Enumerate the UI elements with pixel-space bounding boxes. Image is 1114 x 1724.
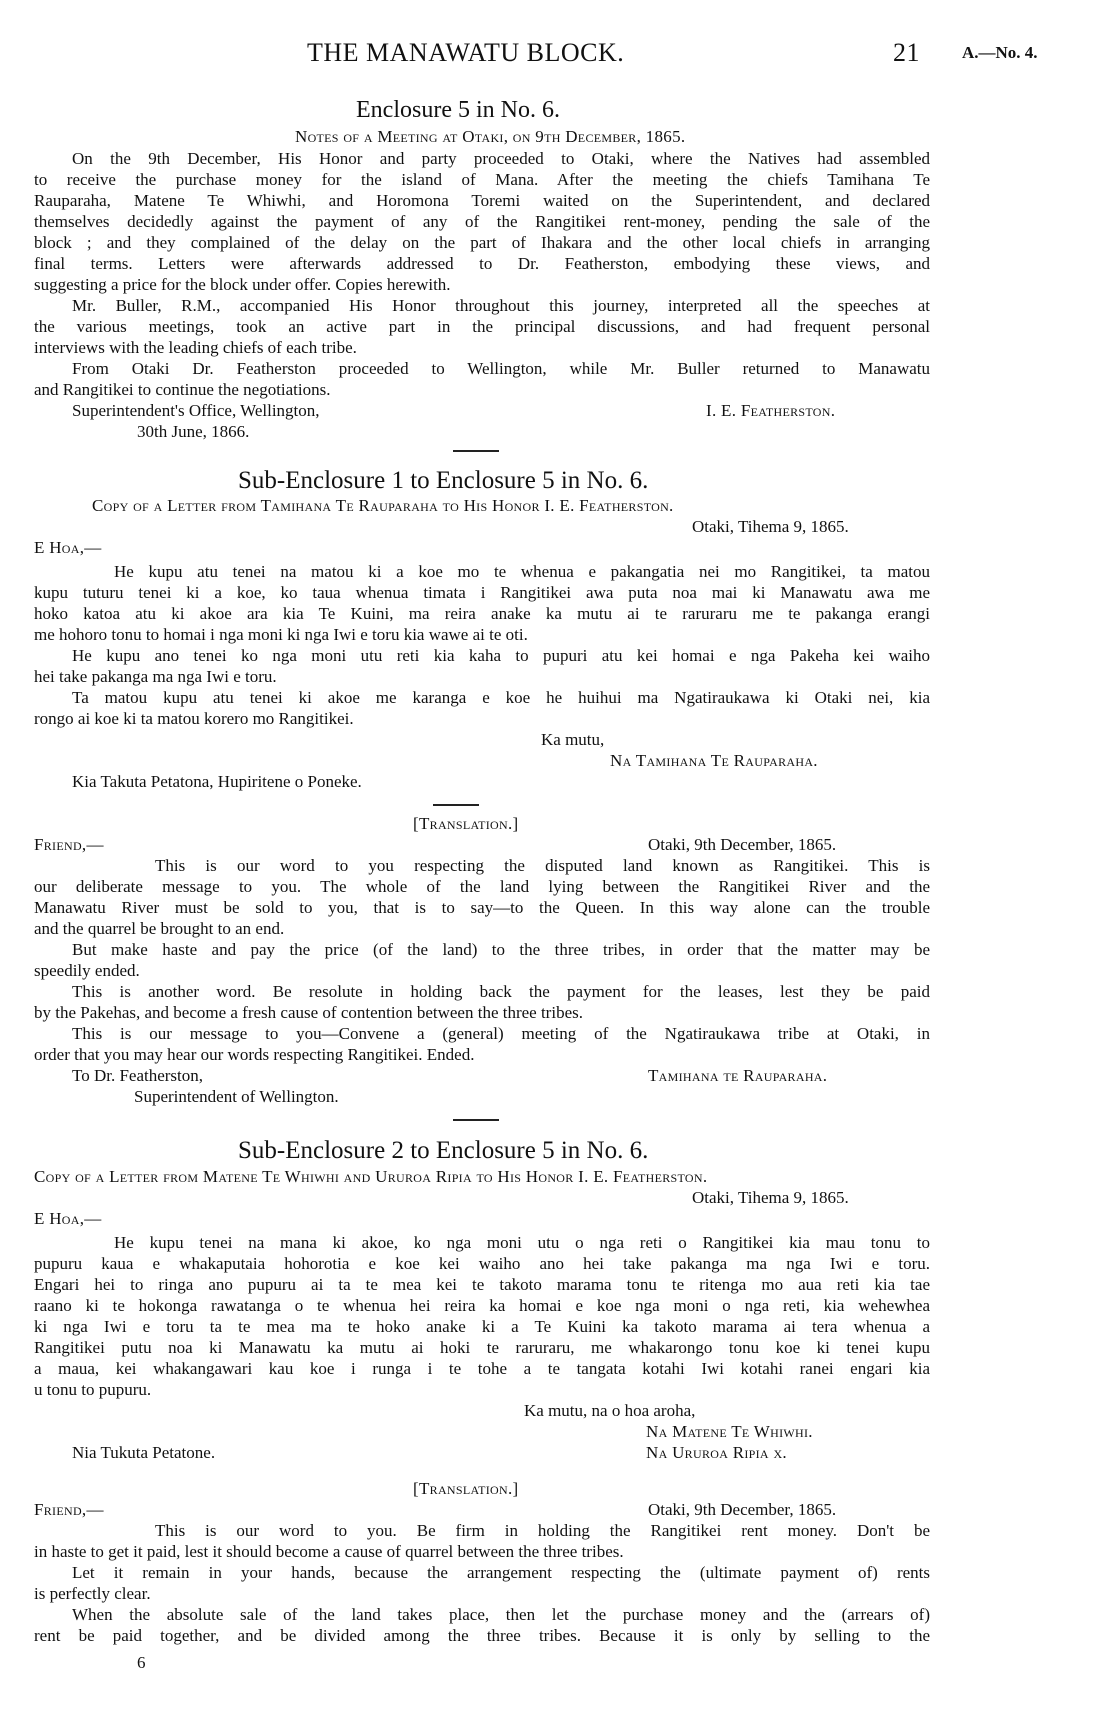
letter-recipient: To Dr. Featherston, <box>72 1066 204 1085</box>
dateline: 30th June, 1866. <box>137 422 250 441</box>
letter-signer: Na Ururoa Ripia x. <box>646 1443 787 1462</box>
section-divider <box>453 450 499 452</box>
para-line: When the absolute sale of the land takes place, then let the purchase money and the (arrears of) <box>72 1605 930 1624</box>
para-line: is perfectly clear. <box>34 1584 151 1603</box>
running-title: THE MANAWATU BLOCK. <box>307 38 625 67</box>
sub-enclosure-subheading: Copy of a Letter from Matene Te Whiwhi and Ururoa Ripia to His Honor I. E. Featherston. <box>34 1167 708 1186</box>
salutation: E Hoa,— <box>34 538 102 557</box>
para-line: in haste to get it paid, lest it should become a cause of quarrel between the three tribes. <box>34 1542 624 1561</box>
section-divider <box>433 804 479 806</box>
salutation: E Hoa,— <box>34 1209 102 1228</box>
para-line: pupuru kaua e whakaputaia hohorotia e koe kei waiho ano hei take pakanga ma nga Iwi e toru. <box>34 1254 930 1273</box>
para-line: ki nga Iwi e toru ta te mea ma te hoko anake ki a Te Kuini ka takoto marama ai tera whenua a <box>34 1317 930 1336</box>
salutation: Friend,— <box>34 1500 104 1519</box>
letter-place-date: Otaki, Tihema 9, 1865. <box>692 1188 849 1207</box>
sub-enclosure-subheading: Copy of a Letter from Tamihana Te Rauparaha to His Honor I. E. Featherston. <box>92 496 674 515</box>
para-line: suggesting a price for the block under offer. Copies herewith. <box>34 275 451 294</box>
letter-closing: Ka mutu, <box>541 730 605 749</box>
page-number: 21 <box>893 38 920 67</box>
para-line: He kupu ano tenei ko nga moni utu reti kia kaha to pupuri atu kei homai e nga Pakeha kei waiho <box>72 646 930 665</box>
para-line: rent be paid together, and be divided among the three tribes. Because it is only by selling to the <box>34 1626 930 1645</box>
para-line: our deliberate message to you. The whole of the land lying between the Rangitikei River and the <box>34 877 930 896</box>
salutation: Friend,— <box>34 835 104 854</box>
para-line: Let it remain in your hands, because the arrangement respecting the (ultimate payment of) rents <box>72 1563 930 1582</box>
para-line: kupu tuturu tenei ki a koe, ko taua whenua timata i Rangitikei awa puta noa mai ki Manawatu awa me <box>34 583 930 602</box>
para-line: interviews with the leading chiefs of each tribe. <box>34 338 357 357</box>
letter-signer: Na Matene Te Whiwhi. <box>646 1422 813 1441</box>
para-line: me hohoro tonu to homai i nga moni ki nga Iwi e toru kia wawe ai te oti. <box>34 625 528 644</box>
letter-addressee: Kia Takuta Petatona, Hupiritene o Poneke. <box>72 772 362 791</box>
translation-label: [Translation.] <box>413 814 519 833</box>
letter-closing: Ka mutu, na o hoa aroha, <box>524 1401 696 1420</box>
para-line: and Rangitikei to continue the negotiations. <box>34 380 331 399</box>
para-line: speedily ended. <box>34 961 140 980</box>
para-line: block ; and they complained of the delay on the part of Ihakara and the other local chiefs in arranging <box>34 233 930 252</box>
para-line: Ta matou kupu atu tenei ki akoe me karanga e koe he huihui ma Ngatiraukawa ki Otaki nei, kia <box>72 688 930 707</box>
para-line: He kupu atu tenei na matou ki a koe mo te whenua e pakangatia nei mo Rangitikei, ta matou <box>114 562 930 581</box>
letter-place-date: Otaki, 9th December, 1865. <box>648 1500 837 1519</box>
letter-signer: Na Tamihana Te Rauparaha. <box>610 751 818 770</box>
para-line: raano ki te hokonga rawatanga o te whenua hei reira ka homai e koe nga moni o nga reti, kia wehewhea <box>34 1296 930 1315</box>
para-line: Manawatu River must be sold to you, that is to say—to the Queen. In this way alone can the trouble <box>34 898 930 917</box>
signature: I. E. Featherston. <box>706 401 836 420</box>
para-line: order that you may hear our words respecting Rangitikei. Ended. <box>34 1045 475 1064</box>
office-address: Superintendent's Office, Wellington, <box>72 401 320 420</box>
sub-enclosure-heading: Sub-Enclosure 2 to Enclosure 5 in No. 6. <box>238 1137 649 1164</box>
para-line: This is another word. Be resolute in holding back the payment for the leases, lest they be paid <box>72 982 930 1001</box>
para-line: the various meetings, took an active part in the principal discussions, and had frequent personal <box>34 317 930 336</box>
letter-signer: Tamihana te Rauparaha. <box>648 1066 828 1085</box>
section-divider <box>453 1119 499 1121</box>
series-number: A.—No. 4. <box>962 43 1038 62</box>
para-line: rongo ai koe ki ta matou korero mo Rangitikei. <box>34 709 354 728</box>
enclosure-subheading: Notes of a Meeting at Otaki, on 9th December, 1865. <box>295 127 686 146</box>
para-line: But make haste and pay the price (of the land) to the three tribes, in order that the matter may be <box>72 940 930 959</box>
para-line: From Otaki Dr. Featherston proceeded to Wellington, while Mr. Buller returned to Manawatu <box>72 359 930 378</box>
para-line: hei take pakanga ma nga Iwi e toru. <box>34 667 277 686</box>
letter-place-date: Otaki, 9th December, 1865. <box>648 835 837 854</box>
para-line: This is our word to you respecting the disputed land known as Rangitikei. This is <box>155 856 930 875</box>
letter-addressee: Nia Tukuta Petatone. <box>72 1443 216 1462</box>
para-line: Rangitikei putu noa ki Manawatu ka mutu ai hoki te raruraru, me whakarongo tonu koe ki tenei kupu <box>34 1338 930 1357</box>
para-line: and the quarrel be brought to an end. <box>34 919 285 938</box>
para-line: themselves decidedly against the payment of any of the Rangitikei rent-money, pending the sale of the <box>34 212 930 231</box>
enclosure-heading: Enclosure 5 in No. 6. <box>356 97 560 123</box>
para-line: He kupu tenei na mana ki akoe, ko nga moni utu o nga reti o Rangitikei kia mau tonu to <box>114 1233 930 1252</box>
letter-recipient-title: Superintendent of Wellington. <box>134 1087 339 1106</box>
para-line: u tonu to pupuru. <box>34 1380 152 1399</box>
para-line: Rauparaha, Matene Te Whiwhi, and Horomona Toremi waited on the Superintendent, and declared <box>34 191 930 210</box>
sub-enclosure-heading: Sub-Enclosure 1 to Enclosure 5 in No. 6. <box>238 467 649 494</box>
para-line: This is our word to you. Be firm in holding the Rangitikei rent money. Don't be <box>155 1521 930 1540</box>
signature-mark: 6 <box>137 1653 146 1672</box>
para-line: On the 9th December, His Honor and party proceeded to Otaki, where the Natives had assembled <box>72 149 930 168</box>
para-line: final terms. Letters were afterwards addressed to Dr. Featherston, embodying these views, and <box>34 254 930 273</box>
translation-label: [Translation.] <box>413 1479 519 1498</box>
para-line: Engari hei to ringa ano pupuru ai ta te mea kei te takoto marama tonu te ritenga mo aua reti kia tae <box>34 1275 930 1294</box>
para-line: This is our message to you—Convene a (general) meeting of the Ngatiraukawa tribe at Otaki, in <box>72 1024 930 1043</box>
para-line: hoko katoa atu ki akoe ara kia Te Kuini, ma reira anake ka mutu ai te raruraru me te pakanga erangi <box>34 604 930 623</box>
para-line: to receive the purchase money for the island of Mana. After the meeting the chiefs Tamihana Te <box>34 170 930 189</box>
para-line: Mr. Buller, R.M., accompanied His Honor throughout this journey, interpreted all the speeches at <box>72 296 930 315</box>
para-line: a maua, kei whakangawari kau koe i runga i te tohe a te tangata kotahi Iwi kotahi ranei engari kia <box>34 1359 930 1378</box>
letter-place-date: Otaki, Tihema 9, 1865. <box>692 517 849 536</box>
para-line: by the Pakehas, and become a fresh cause of contention between the three tribes. <box>34 1003 583 1022</box>
